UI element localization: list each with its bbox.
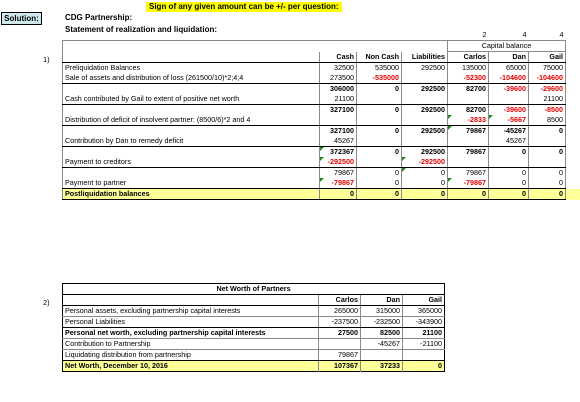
cell-noncash: 0	[357, 168, 402, 179]
cell-noncash: 0	[357, 105, 402, 116]
cell-liabilities	[402, 73, 448, 84]
table-row	[63, 136, 580, 147]
cell-carlos: -2833	[448, 115, 489, 126]
cell-gail: 0	[403, 361, 445, 372]
table-row	[63, 126, 580, 137]
table-row	[63, 178, 580, 189]
cell-cash: 327100	[320, 105, 357, 116]
table-row	[63, 84, 580, 95]
cell-carlos	[319, 339, 361, 350]
row-label: Distribution of deficit of insolvent partner: (8500/6)*2 and 4	[63, 115, 320, 126]
cell-noncash	[357, 115, 402, 126]
ratio-carlos: 2	[482, 30, 487, 39]
row-label: Contribution to Partnership	[63, 339, 319, 350]
cell-carlos: 107367	[319, 361, 361, 372]
col-header-cash: Cash	[320, 52, 357, 63]
row-label	[63, 105, 320, 116]
table-row	[63, 73, 580, 84]
net-worth-table	[62, 283, 445, 372]
cell-gail: 0	[529, 147, 566, 158]
cell-cash: 273500	[320, 73, 357, 84]
row-label	[63, 168, 320, 179]
table-row	[63, 115, 580, 126]
cell-carlos: 79867	[319, 350, 361, 361]
table-row	[63, 63, 580, 74]
table-row	[63, 94, 580, 105]
table-row	[63, 189, 580, 200]
cell-carlos: 79867	[466, 168, 486, 177]
cell-noncash: 0	[357, 178, 402, 189]
row-label: Preliquidation Balances	[63, 63, 320, 74]
cell-noncash: 0	[357, 147, 402, 158]
cell-carlos: 0	[448, 189, 489, 200]
cell-liabilities: 292500	[402, 105, 448, 116]
cell-gail: 0	[529, 178, 566, 189]
table-row	[63, 317, 445, 328]
cell-carlos: -52300	[448, 73, 489, 84]
row-label	[63, 84, 320, 95]
cell-dan	[361, 350, 403, 361]
cell-cash: 21100	[320, 94, 357, 105]
cell-gail: 75000	[529, 63, 566, 74]
part-2-label: 2)	[43, 298, 50, 307]
cell-carlos: 265000	[319, 306, 361, 317]
cell-cash: 0	[320, 189, 357, 200]
cell-liabilities: 292500	[402, 84, 448, 95]
cell-carlos: 27500	[319, 328, 361, 339]
cell-carlos: 135000	[462, 63, 486, 72]
row-label	[63, 126, 320, 137]
cell-dan	[489, 94, 529, 105]
cell-dan: 65000	[489, 63, 529, 74]
cell-gail: 21100	[403, 328, 445, 339]
cell-dan: 315000	[361, 306, 403, 317]
cell-gail: 0	[529, 168, 566, 179]
cell-carlos: 82700	[466, 105, 486, 114]
row-label: Liquidating distribution from partnership	[63, 350, 319, 361]
cell-cash: 306000	[320, 84, 357, 95]
solution-label: Solution:	[1, 12, 42, 25]
cell-dan: -104600	[489, 73, 529, 84]
cell-dan: 45267	[489, 136, 529, 147]
capital-balance-header: Capital balance	[448, 41, 566, 52]
cell-noncash: -535000	[357, 73, 402, 84]
cell-carlos: 82700	[466, 84, 486, 93]
cell-dan: 37233	[361, 361, 403, 372]
cell-dan: -45267	[361, 339, 403, 350]
cell-gail	[529, 157, 566, 168]
row-label: Sale of assets and distribution of loss (261500/10)*2;4;4	[63, 73, 320, 84]
cell-liabilities: 292500	[402, 63, 448, 74]
row-label: Contribution by Dan to remedy deficit	[63, 136, 320, 147]
cell-gail: 0	[529, 189, 566, 200]
cell-liabilities	[402, 136, 448, 147]
table-row	[63, 306, 445, 317]
cell-liabilities: -292500	[402, 157, 448, 168]
row-label: Personal assets, excluding partnership capital interests	[63, 306, 319, 317]
col-header-noncash: Non Cash	[357, 52, 402, 63]
cell-dan: -232500	[361, 317, 403, 328]
cell-liabilities: 0	[402, 168, 448, 179]
col-header-dan: Dan	[361, 295, 403, 306]
cell-dan: 0	[489, 147, 529, 158]
cell-carlos	[448, 157, 489, 168]
cell-cash: 79867	[320, 168, 357, 179]
cell-cash: 45267	[320, 136, 357, 147]
table-row	[63, 147, 580, 158]
cell-gail: -8500	[529, 105, 566, 116]
cell-noncash	[357, 136, 402, 147]
cell-liabilities: 0	[402, 189, 448, 200]
cell-cash	[320, 115, 357, 126]
company-name: CDG Partnership:	[65, 13, 133, 22]
cell-liabilities: 292500	[402, 147, 448, 158]
cell-cash: 372367	[320, 147, 357, 158]
cell-cash: -79867	[320, 178, 357, 189]
row-label: Payment to partner	[63, 178, 320, 189]
row-label: Personal Liabilities	[63, 317, 319, 328]
cell-noncash	[357, 94, 402, 105]
col-header-gail: Gail	[403, 295, 445, 306]
cell-noncash: 535000	[357, 63, 402, 74]
row-label: Cash contributed by Gail to extent of positive net worth	[63, 94, 320, 105]
cell-cash: 327100	[320, 126, 357, 137]
cell-noncash: 0	[357, 126, 402, 137]
cell-dan: 82500	[361, 328, 403, 339]
cell-dan: 0	[489, 178, 529, 189]
cell-carlos: -237500	[319, 317, 361, 328]
table-row	[63, 157, 580, 168]
table-row	[63, 339, 445, 350]
table-row	[63, 328, 445, 339]
part-1-label: 1)	[43, 55, 50, 64]
row-label: Personal net worth, excluding partnership capital interests	[63, 328, 319, 339]
statement-title: Statement of realization and liquidation:	[65, 25, 218, 34]
cell-carlos: -79867	[448, 178, 489, 189]
cell-carlos	[448, 94, 489, 105]
col-header-gail: Gail	[529, 52, 566, 63]
cell-carlos: 79867	[448, 126, 489, 137]
cell-gail	[529, 136, 566, 147]
cell-liabilities: 0	[402, 178, 448, 189]
col-header-liabilities: Liabilities	[402, 52, 448, 63]
row-label: Payment to creditors	[63, 157, 320, 168]
cell-dan: -45267	[489, 126, 529, 137]
cell-gail: 21100	[529, 94, 566, 105]
cell-gail: 365000	[403, 306, 445, 317]
cell-gail	[403, 350, 445, 361]
cell-carlos: 79867	[466, 147, 486, 156]
cell-gail: 8500	[529, 115, 566, 126]
cell-noncash: 0	[357, 189, 402, 200]
ratio-dan: 4	[522, 30, 527, 39]
cell-liabilities: 292500	[402, 126, 448, 137]
col-header-carlos: Carlos	[319, 295, 361, 306]
cell-liabilities	[402, 115, 448, 126]
col-header-carlos: Carlos	[448, 52, 489, 63]
table-row	[63, 168, 580, 179]
cell-cash: -292500	[320, 157, 357, 168]
cell-noncash: 0	[357, 84, 402, 95]
cell-cash: 32500	[320, 63, 357, 74]
cell-gail: -343900	[403, 317, 445, 328]
cell-dan: 0	[489, 189, 529, 200]
row-label	[63, 147, 320, 158]
net-worth-title: Net Worth of Partners	[63, 284, 445, 295]
cell-dan: -39600	[489, 105, 529, 116]
table-row	[63, 361, 445, 372]
cell-dan: 0	[489, 168, 529, 179]
cell-liabilities	[402, 94, 448, 105]
cell-dan: -39600	[489, 84, 529, 95]
row-label: Postliquidation balances	[63, 189, 320, 200]
cell-gail: -104600	[529, 73, 566, 84]
cell-dan	[489, 157, 529, 168]
cell-carlos	[448, 136, 489, 147]
cell-noncash	[357, 157, 402, 168]
cell-gail: 0	[529, 126, 566, 137]
table-row	[63, 350, 445, 361]
col-header-dan: Dan	[489, 52, 529, 63]
realization-liquidation-table	[62, 30, 580, 200]
cell-gail: -21100	[403, 339, 445, 350]
row-label: Net Worth, December 10, 2016	[65, 361, 168, 370]
cell-dan: -5667	[489, 115, 529, 126]
ratio-gail: 4	[559, 30, 564, 39]
cell-gail: -29600	[529, 84, 566, 95]
table-row	[63, 105, 580, 116]
instruction-banner: Sign of any given amount can be +/- per question:	[146, 2, 342, 12]
